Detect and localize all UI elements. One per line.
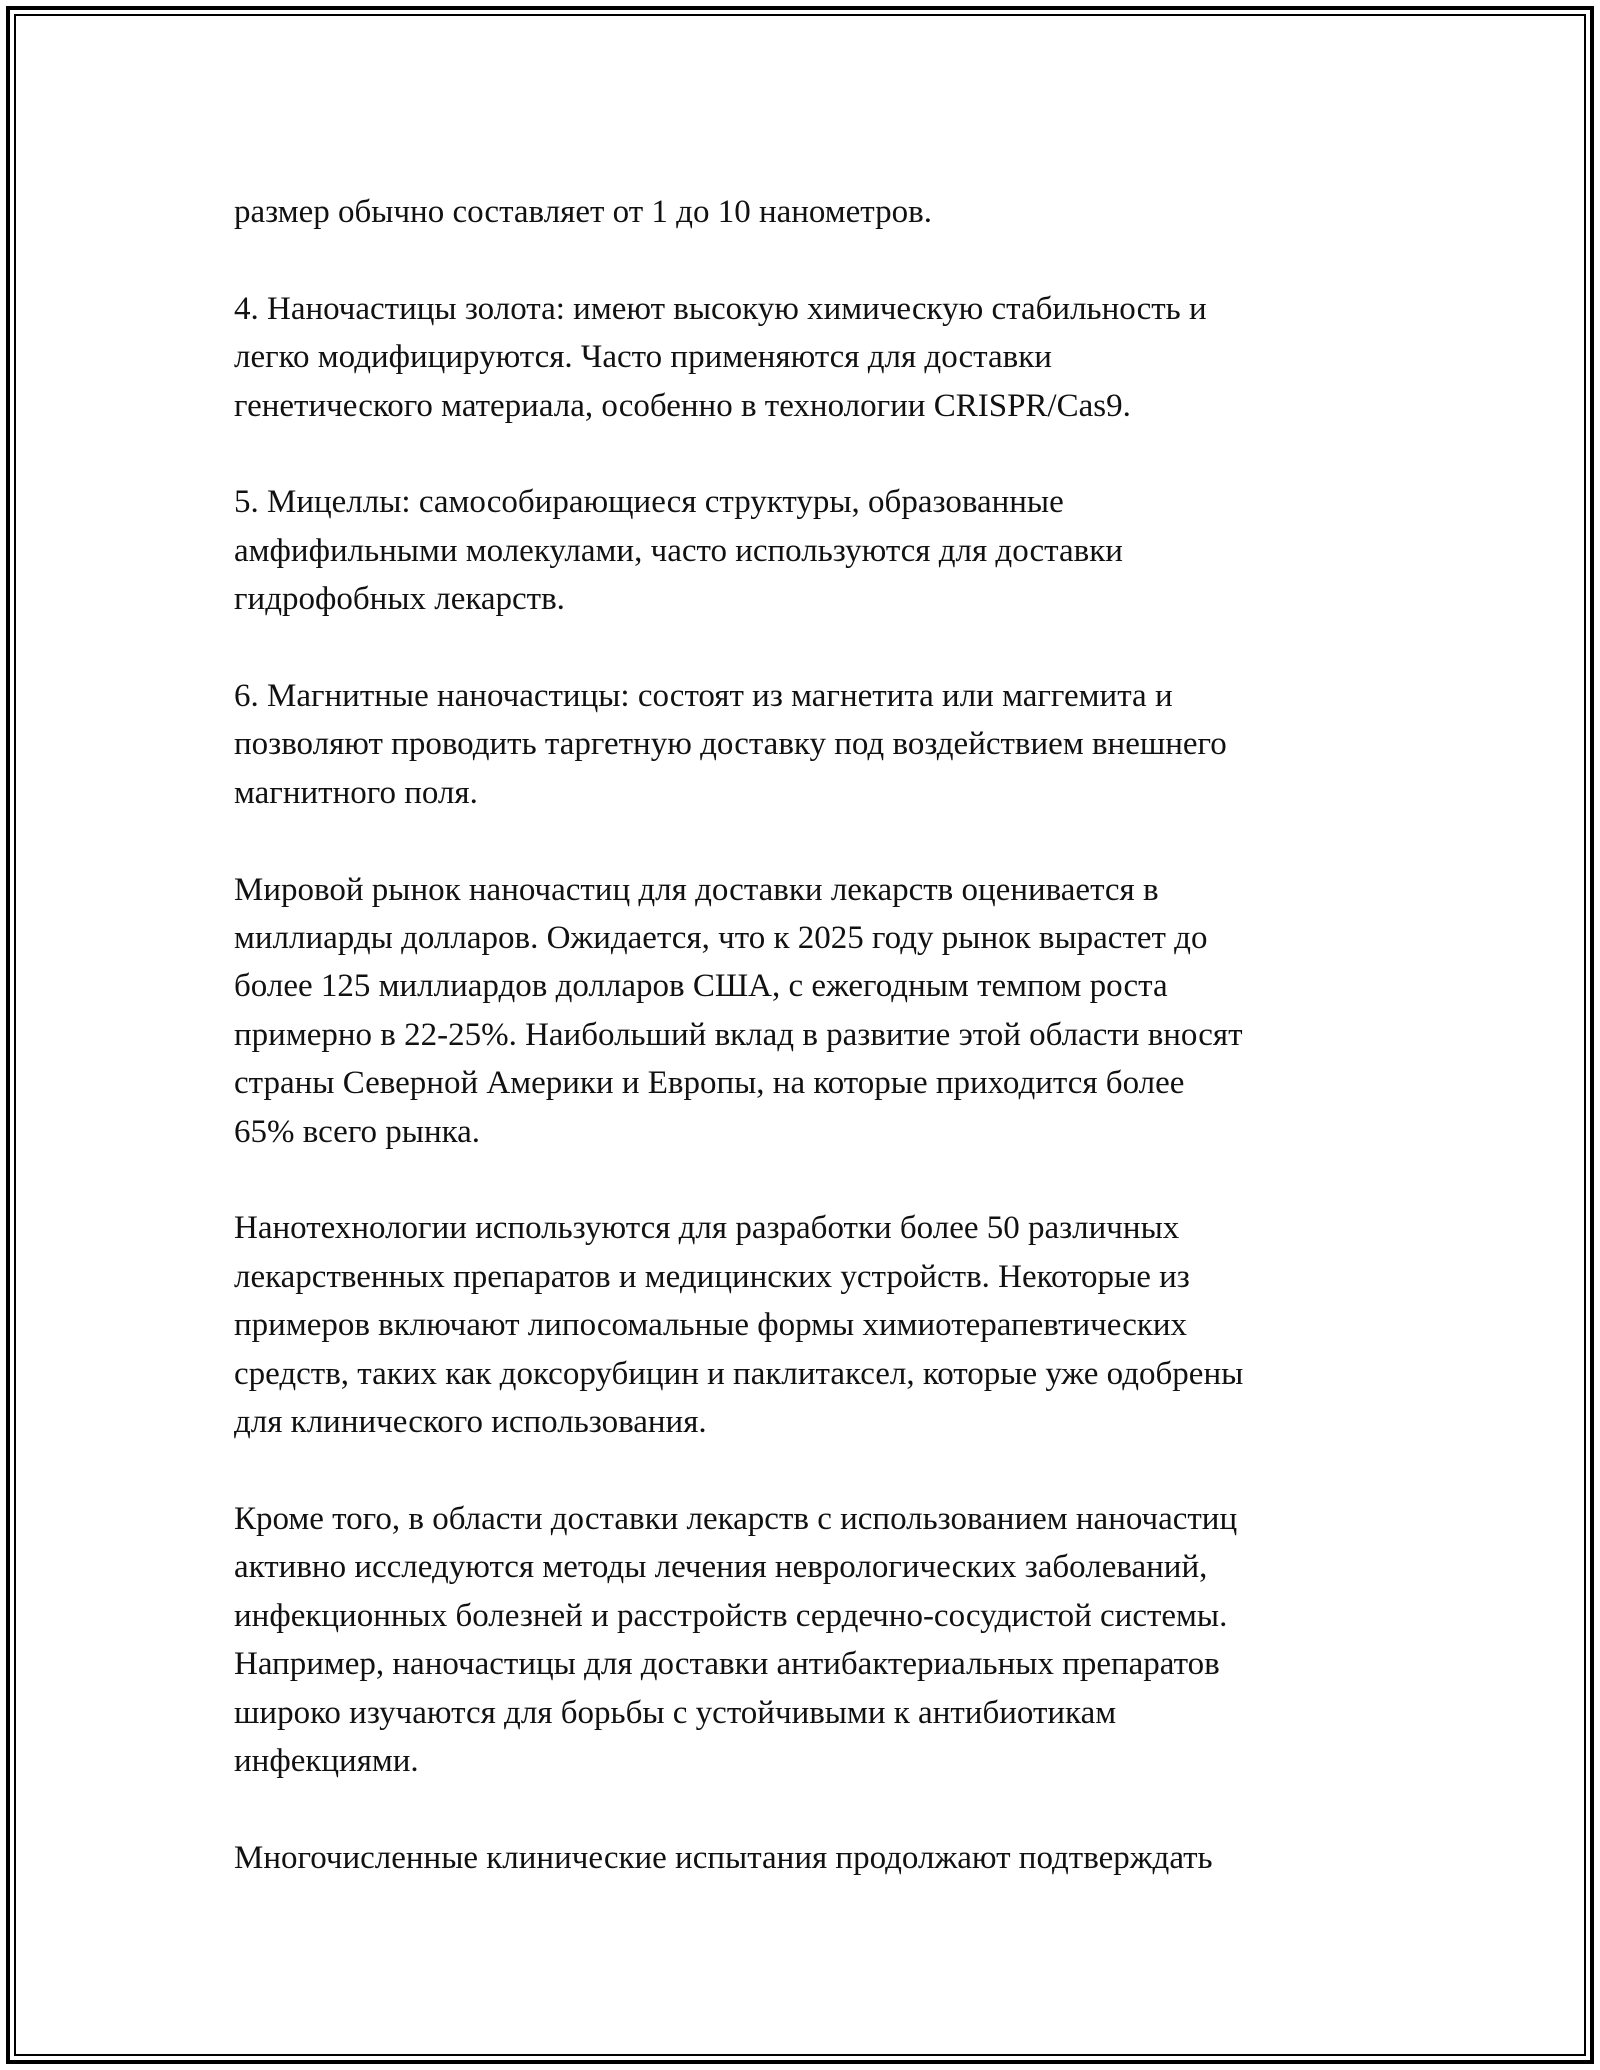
text-line: амфифильными молекулами, часто используются для доставки (234, 532, 1123, 569)
document-body (234, 188, 1384, 1931)
text-line: активно исследуются методы лечения неврологических заболеваний, (234, 1549, 1208, 1586)
text-line: инфекционных болезней и расстройств сердечно-сосудистой системы. (234, 1597, 1228, 1634)
text-line: 6. Магнитные наночастицы: состоят из магнетита или маггемита и (234, 678, 1173, 715)
text-line: широко изучаются для борьбы с устойчивыми к антибиотикам (234, 1694, 1117, 1731)
text-line: примеров включают липосомальные формы химиотерапевтических (234, 1307, 1188, 1344)
paragraph (234, 188, 1384, 236)
text-line: генетического материала, особенно в технологии CRISPR/Cas9. (234, 387, 1131, 424)
text-line: Например, наночастицы для доставки антибактериальных препаратов (234, 1646, 1220, 1683)
paragraph (234, 1834, 1384, 1882)
text-line: более 125 миллиардов долларов США, с ежегодным темпом роста (234, 968, 1168, 1005)
text-line: 65% всего рынка. (234, 1113, 481, 1150)
paragraph (234, 478, 1384, 623)
text-line: средств, таких как доксорубицин и паклитаксел, которые уже одобрены (234, 1355, 1244, 1392)
text-line: позволяют проводить таргетную доставку под воздействием внешнего (234, 726, 1227, 763)
text-line: магнитного поля. (234, 774, 478, 811)
text-line: примерно в 22-25%. Наибольший вклад в развитие этой области вносят (234, 1016, 1243, 1053)
text-line: 5. Мицеллы: самособирающиеся структуры, образованные (234, 484, 1064, 521)
text-line: Нанотехнологии используются для разработки более 50 различных (234, 1210, 1180, 1247)
paragraph (234, 1495, 1384, 1785)
text-line: Мировой рынок наночастиц для доставки лекарств оценивается в (234, 871, 1159, 908)
paragraph (234, 672, 1384, 817)
text-line: лекарственных препаратов и медицинских устройств. Некоторые из (234, 1258, 1190, 1295)
paragraph (234, 866, 1384, 1156)
text-line: страны Северной Америки и Европы, на которые приходится более (234, 1065, 1185, 1102)
paragraph (234, 285, 1384, 430)
text-line: миллиарды долларов. Ожидается, что к 2025 году рынок вырастет до (234, 920, 1208, 957)
text-line: размер обычно составляет от 1 до 10 нанометров. (234, 194, 932, 230)
text-line: гидрофобных лекарств. (234, 581, 565, 618)
text-line: Многочисленные клинические испытания продолжают подтверждать (234, 1839, 1213, 1876)
text-line: легко модифицируются. Часто применяются для доставки (234, 339, 1052, 376)
text-line: 4. Наночастицы золота: имеют высокую химическую стабильность и (234, 290, 1207, 327)
text-line: инфекциями. (234, 1742, 419, 1779)
text-line: для клинического использования. (234, 1404, 707, 1441)
text-line: Кроме того, в области доставки лекарств с использованием наночастиц (234, 1500, 1238, 1537)
paragraph (234, 1204, 1384, 1446)
